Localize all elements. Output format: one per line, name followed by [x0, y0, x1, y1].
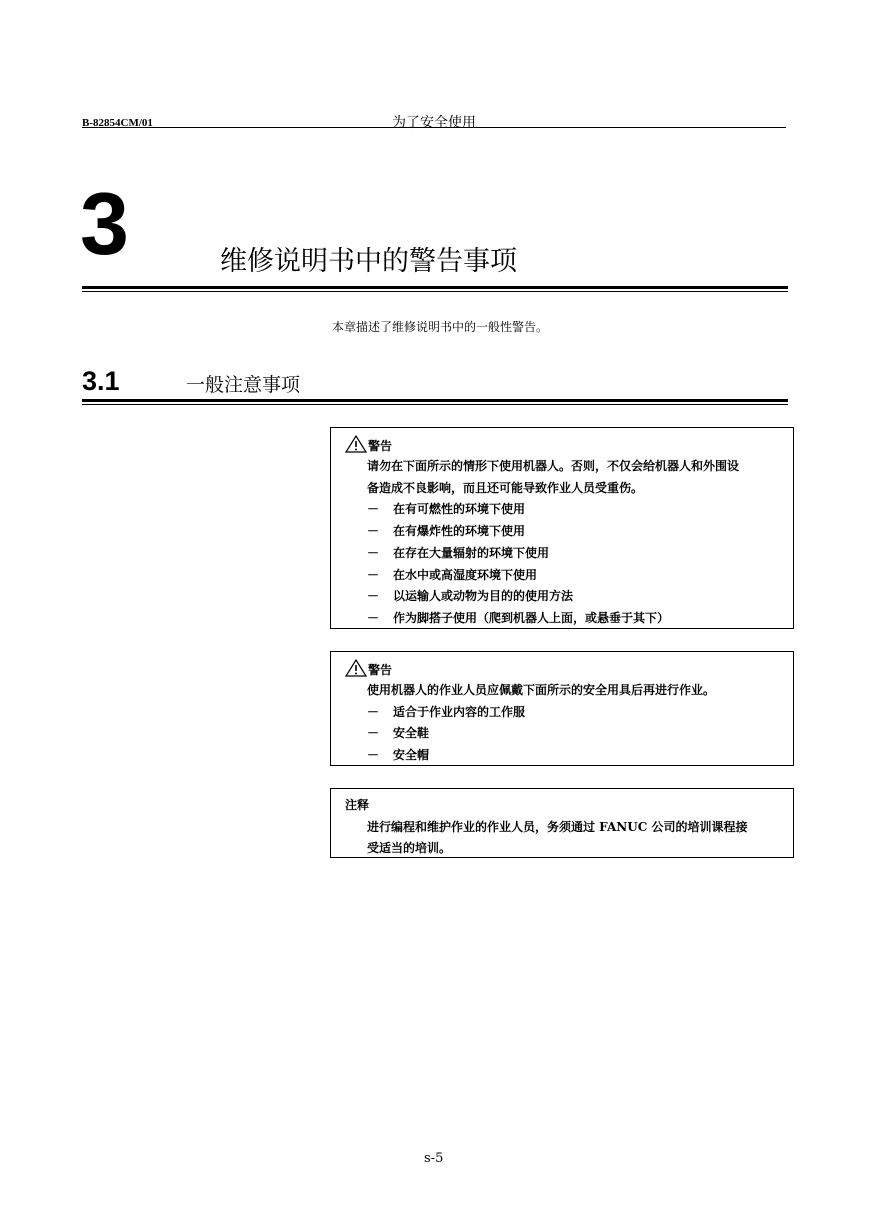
bullet-dash: －	[367, 748, 380, 762]
warning-text-line: 备造成不良影响，而且还可能导致作业人员受重伤。	[367, 481, 644, 495]
bullet-dash: －	[367, 524, 380, 538]
bullet-dash: －	[367, 611, 380, 625]
bullet-dash: －	[367, 589, 380, 603]
warning-heading	[345, 659, 392, 677]
chapter-intro: 本章描述了维修说明书中的一般性警告。	[332, 320, 549, 334]
warning-text-line: 使用机器人的作业人员应佩戴下面所示的安全用具后再进行作业。	[367, 683, 716, 697]
bullet-dash: －	[367, 502, 380, 516]
warning-text-line: 请勿在下面所示的情形下使用机器人。否则，不仅会给机器人和外围设	[367, 459, 740, 473]
warning-label: 警告	[368, 439, 393, 453]
note-label: 注释	[345, 798, 370, 812]
running-header-title: 为了安全使用	[392, 115, 476, 131]
chapter-title: 维修说明书中的警告事项	[220, 246, 517, 277]
warning-triangle-icon	[345, 659, 367, 677]
chapter-rule-thick	[82, 286, 788, 289]
warning-heading	[345, 435, 392, 453]
warning-label: 警告	[368, 663, 393, 677]
bullet-dash: －	[367, 726, 380, 740]
chapter-number: 3	[80, 174, 129, 273]
section-title: 一般注意事项	[186, 374, 301, 396]
page-number: s-5	[424, 1151, 444, 1166]
bullet-dash: －	[367, 705, 380, 719]
note-text-line: 进行编程和维护作业的作业人员，务须通过 FANUC 公司的培训课程接	[367, 820, 748, 834]
warning-box-2: 警告 使用机器人的作业人员应佩戴下面所示的安全用具后再进行作业。 － 适合于作业内容的工作服 － 安全鞋 － 安全帽	[330, 651, 794, 766]
bullet-dash: －	[367, 546, 380, 560]
section-rule-thin	[82, 404, 788, 405]
section-number: 3.1	[82, 366, 120, 396]
warning-triangle-icon	[345, 435, 367, 453]
section-rule-thick	[82, 399, 788, 402]
note-text-line: 受适当的培训。	[367, 841, 452, 855]
warning-box-1: 警告 请勿在下面所示的情形下使用机器人。否则，不仅会给机器人和外围设 备造成不良影响，而且还可能导致作业人员受重伤。 － 在有可燃性的环境下使用 － 在有爆炸性的环境下使用 － 在存在大量辐射的环境下使用 － 在水中或高湿度环境下使用 － 以运输人或动物为目的的使用方法 － 作为脚搭子使用（爬到机器人上面，或悬垂于其下）	[330, 427, 794, 629]
bullet-dash: －	[367, 568, 380, 582]
chapter-rule-thin	[82, 291, 788, 292]
header-rule	[82, 127, 786, 128]
note-box	[330, 788, 794, 858]
doc-code: B-82854CM/01	[82, 117, 153, 129]
